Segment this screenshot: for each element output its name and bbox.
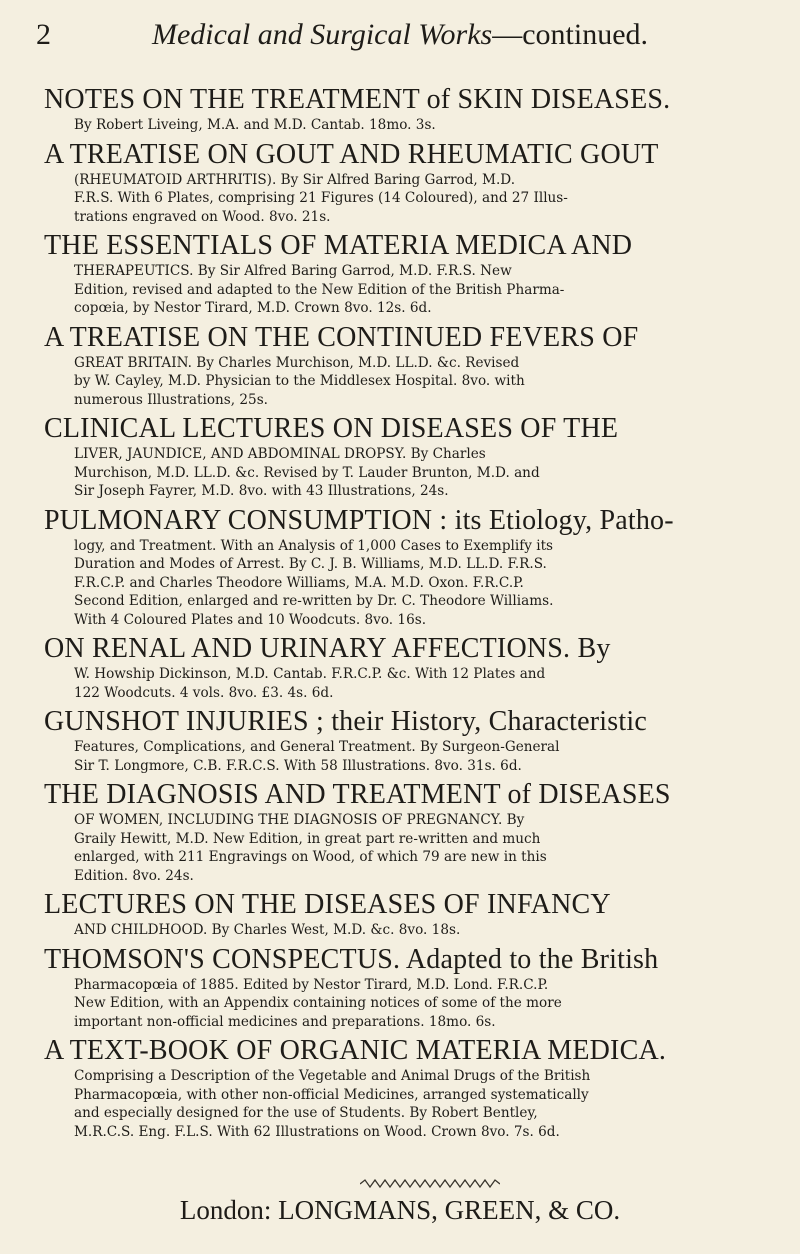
description-line: THERAPEUTICS. By Sir Alfred Baring Garrod, M.D. F.R.S. New xyxy=(74,263,512,279)
description-line: LIVER, JAUNDICE, AND ABDOMINAL DROPSY. By Charles xyxy=(74,446,486,462)
book-entry xyxy=(44,322,770,410)
description-line: logy, and Treatment. With an Analysis of 1,000 Cases to Exemplify its xyxy=(74,537,554,554)
description-line: By Robert Liveing, M.A. and M.D. Cantab. 18mo. 3s. xyxy=(74,117,436,133)
description-line: important non-official medicines and preparations. 18mo. 6s. xyxy=(74,1013,496,1030)
description-line: With 4 Coloured Plates and 10 Woodcuts. 8vo. 16s. xyxy=(74,611,427,628)
description-line: Murchison, M.D. LL.D. &c. Revised by T. Lauder Brunton, M.D. and xyxy=(74,464,540,481)
book-title-heading: NOTES ON THE TREATMENT of SKIN DISEASES. xyxy=(44,84,671,115)
description-line: numerous Illustrations, 25s. xyxy=(74,391,269,408)
book-entry xyxy=(44,1035,770,1141)
description-line: OF WOMEN, INCLUDING THE DIAGNOSIS OF PREGNANCY. By xyxy=(74,812,525,828)
book-description xyxy=(74,537,770,630)
description-line: copœia, by Nestor Tirard, M.D. Crown 8vo. 12s. 6d. xyxy=(74,300,432,316)
description-line: F.R.C.P. and Charles Theodore Williams, M.A. M.D. Oxon. F.R.C.P. xyxy=(74,574,524,591)
description-line: W. Howship Dickinson, M.D. Cantab. F.R.C.P. &c. With 12 Plates and xyxy=(74,666,546,682)
book-description xyxy=(74,665,770,702)
book-description xyxy=(74,262,770,318)
description-line: New Edition, with an Appendix containing notices of some of the more xyxy=(74,995,562,1011)
page-title-suffix: —continued. xyxy=(492,18,649,51)
book-description xyxy=(74,1067,770,1141)
book-title-heading: PULMONARY CONSUMPTION : its Etiology, Patho- xyxy=(44,504,674,536)
book-entry xyxy=(44,944,770,1032)
book-entry xyxy=(44,889,770,940)
book-description xyxy=(74,354,770,410)
book-entry xyxy=(44,413,770,501)
description-line: Second Edition, enlarged and re-written by Dr. C. Theodore Williams. xyxy=(74,593,554,609)
book-title-heading: A TEXT-BOOK OF ORGANIC MATERIA MEDICA. xyxy=(44,1035,667,1066)
book-title-heading: LECTURES ON THE DISEASES OF INFANCY xyxy=(44,889,611,920)
book-title-heading: GUNSHOT INJURIES ; their History, Characteristic xyxy=(44,706,647,737)
page-title-italic: Medical and Surgical Works xyxy=(151,18,493,51)
book-description xyxy=(74,445,770,501)
book-entry xyxy=(44,633,770,702)
page-header xyxy=(36,18,764,52)
description-line: by W. Cayley, M.D. Physician to the Middlesex Hospital. 8vo. with xyxy=(74,373,525,389)
publisher-imprint: London: LONGMANS, GREEN, & CO. xyxy=(179,1195,621,1225)
description-line: Sir Joseph Fayrer, M.D. 8vo. with 43 Illustrations, 24s. xyxy=(74,483,449,499)
description-line: AND CHILDHOOD. By Charles West, M.D. &c. 8vo. 18s. xyxy=(74,922,461,938)
book-title-heading: A TREATISE ON GOUT AND RHEUMATIC GOUT xyxy=(44,138,659,170)
decorative-rule xyxy=(360,1178,500,1190)
description-line: Duration and Modes of Arrest. By C. J. B. Williams, M.D. LL.D. F.R.S. xyxy=(74,556,547,572)
book-entry xyxy=(44,706,770,775)
book-title-heading: THE ESSENTIALS OF MATERIA MEDICA AND xyxy=(44,230,633,261)
description-line: Features, Complications, and General Treatment. By Surgeon-General xyxy=(74,739,560,755)
description-line: M.R.C.S. Eng. F.L.S. With 62 Illustrations on Wood. Crown 8vo. 7s. 6d. xyxy=(74,1123,560,1140)
book-title-heading: THOMSON'S CONSPECTUS. Adapted to the British xyxy=(44,943,659,975)
description-line: 122 Woodcuts. 4 vols. 8vo. £3. 4s. 6d. xyxy=(74,684,334,701)
book-description xyxy=(74,921,770,940)
book-entry xyxy=(44,84,770,135)
description-line: GREAT BRITAIN. By Charles Murchison, M.D. LL.D. &c. Revised xyxy=(74,354,520,371)
description-line: Comprising a Description of the Vegetable and Animal Drugs of the British xyxy=(74,1068,591,1084)
book-entry xyxy=(44,230,770,318)
description-line: enlarged, with 211 Engravings on Wood, of which 79 are new in this xyxy=(74,849,547,865)
book-title-heading: THE DIAGNOSIS AND TREATMENT of DISEASES xyxy=(44,779,671,810)
book-description xyxy=(74,171,770,227)
description-line: Sir T. Longmore, C.B. F.R.C.S. With 58 Illustrations. 8vo. 31s. 6d. xyxy=(74,757,522,774)
book-title-heading: A TREATISE ON THE CONTINUED FEVERS OF xyxy=(44,321,639,353)
description-line: (RHEUMATOID ARTHRITIS). By Sir Alfred Baring Garrod, M.D. xyxy=(74,171,516,188)
description-line: Pharmacopœia of 1885. Edited by Nestor Tirard, M.D. Lond. F.R.C.P. xyxy=(74,976,549,993)
description-line: Pharmacopœia, with other non-official Medicines, arranged systematically xyxy=(74,1086,589,1103)
book-description xyxy=(74,811,770,885)
book-entry xyxy=(44,779,770,885)
book-entry xyxy=(44,139,770,227)
page-number: 2 xyxy=(36,18,51,51)
book-entry xyxy=(44,505,770,630)
description-line: and especially designed for the use of Students. By Robert Bentley, xyxy=(74,1105,538,1121)
description-line: trations engraved on Wood. 8vo. 21s. xyxy=(74,208,331,225)
description-line: Edition, revised and adapted to the New Edition of the British Pharma- xyxy=(74,281,565,298)
book-title-heading: ON RENAL AND URINARY AFFECTIONS. By xyxy=(44,633,611,664)
page-title xyxy=(36,18,764,52)
description-line: Graily Hewitt, M.D. New Edition, in great part re-written and much xyxy=(74,830,541,847)
book-description xyxy=(74,738,770,775)
book-description xyxy=(74,116,770,135)
description-line: Edition. 8vo. 24s. xyxy=(74,867,194,884)
description-line: F.R.S. With 6 Plates, comprising 21 Figures (14 Coloured), and 27 Illus- xyxy=(74,190,568,206)
book-entry-list xyxy=(44,84,770,1145)
book-description xyxy=(74,976,770,1032)
book-title-heading: CLINICAL LECTURES ON DISEASES OF THE xyxy=(44,413,619,444)
